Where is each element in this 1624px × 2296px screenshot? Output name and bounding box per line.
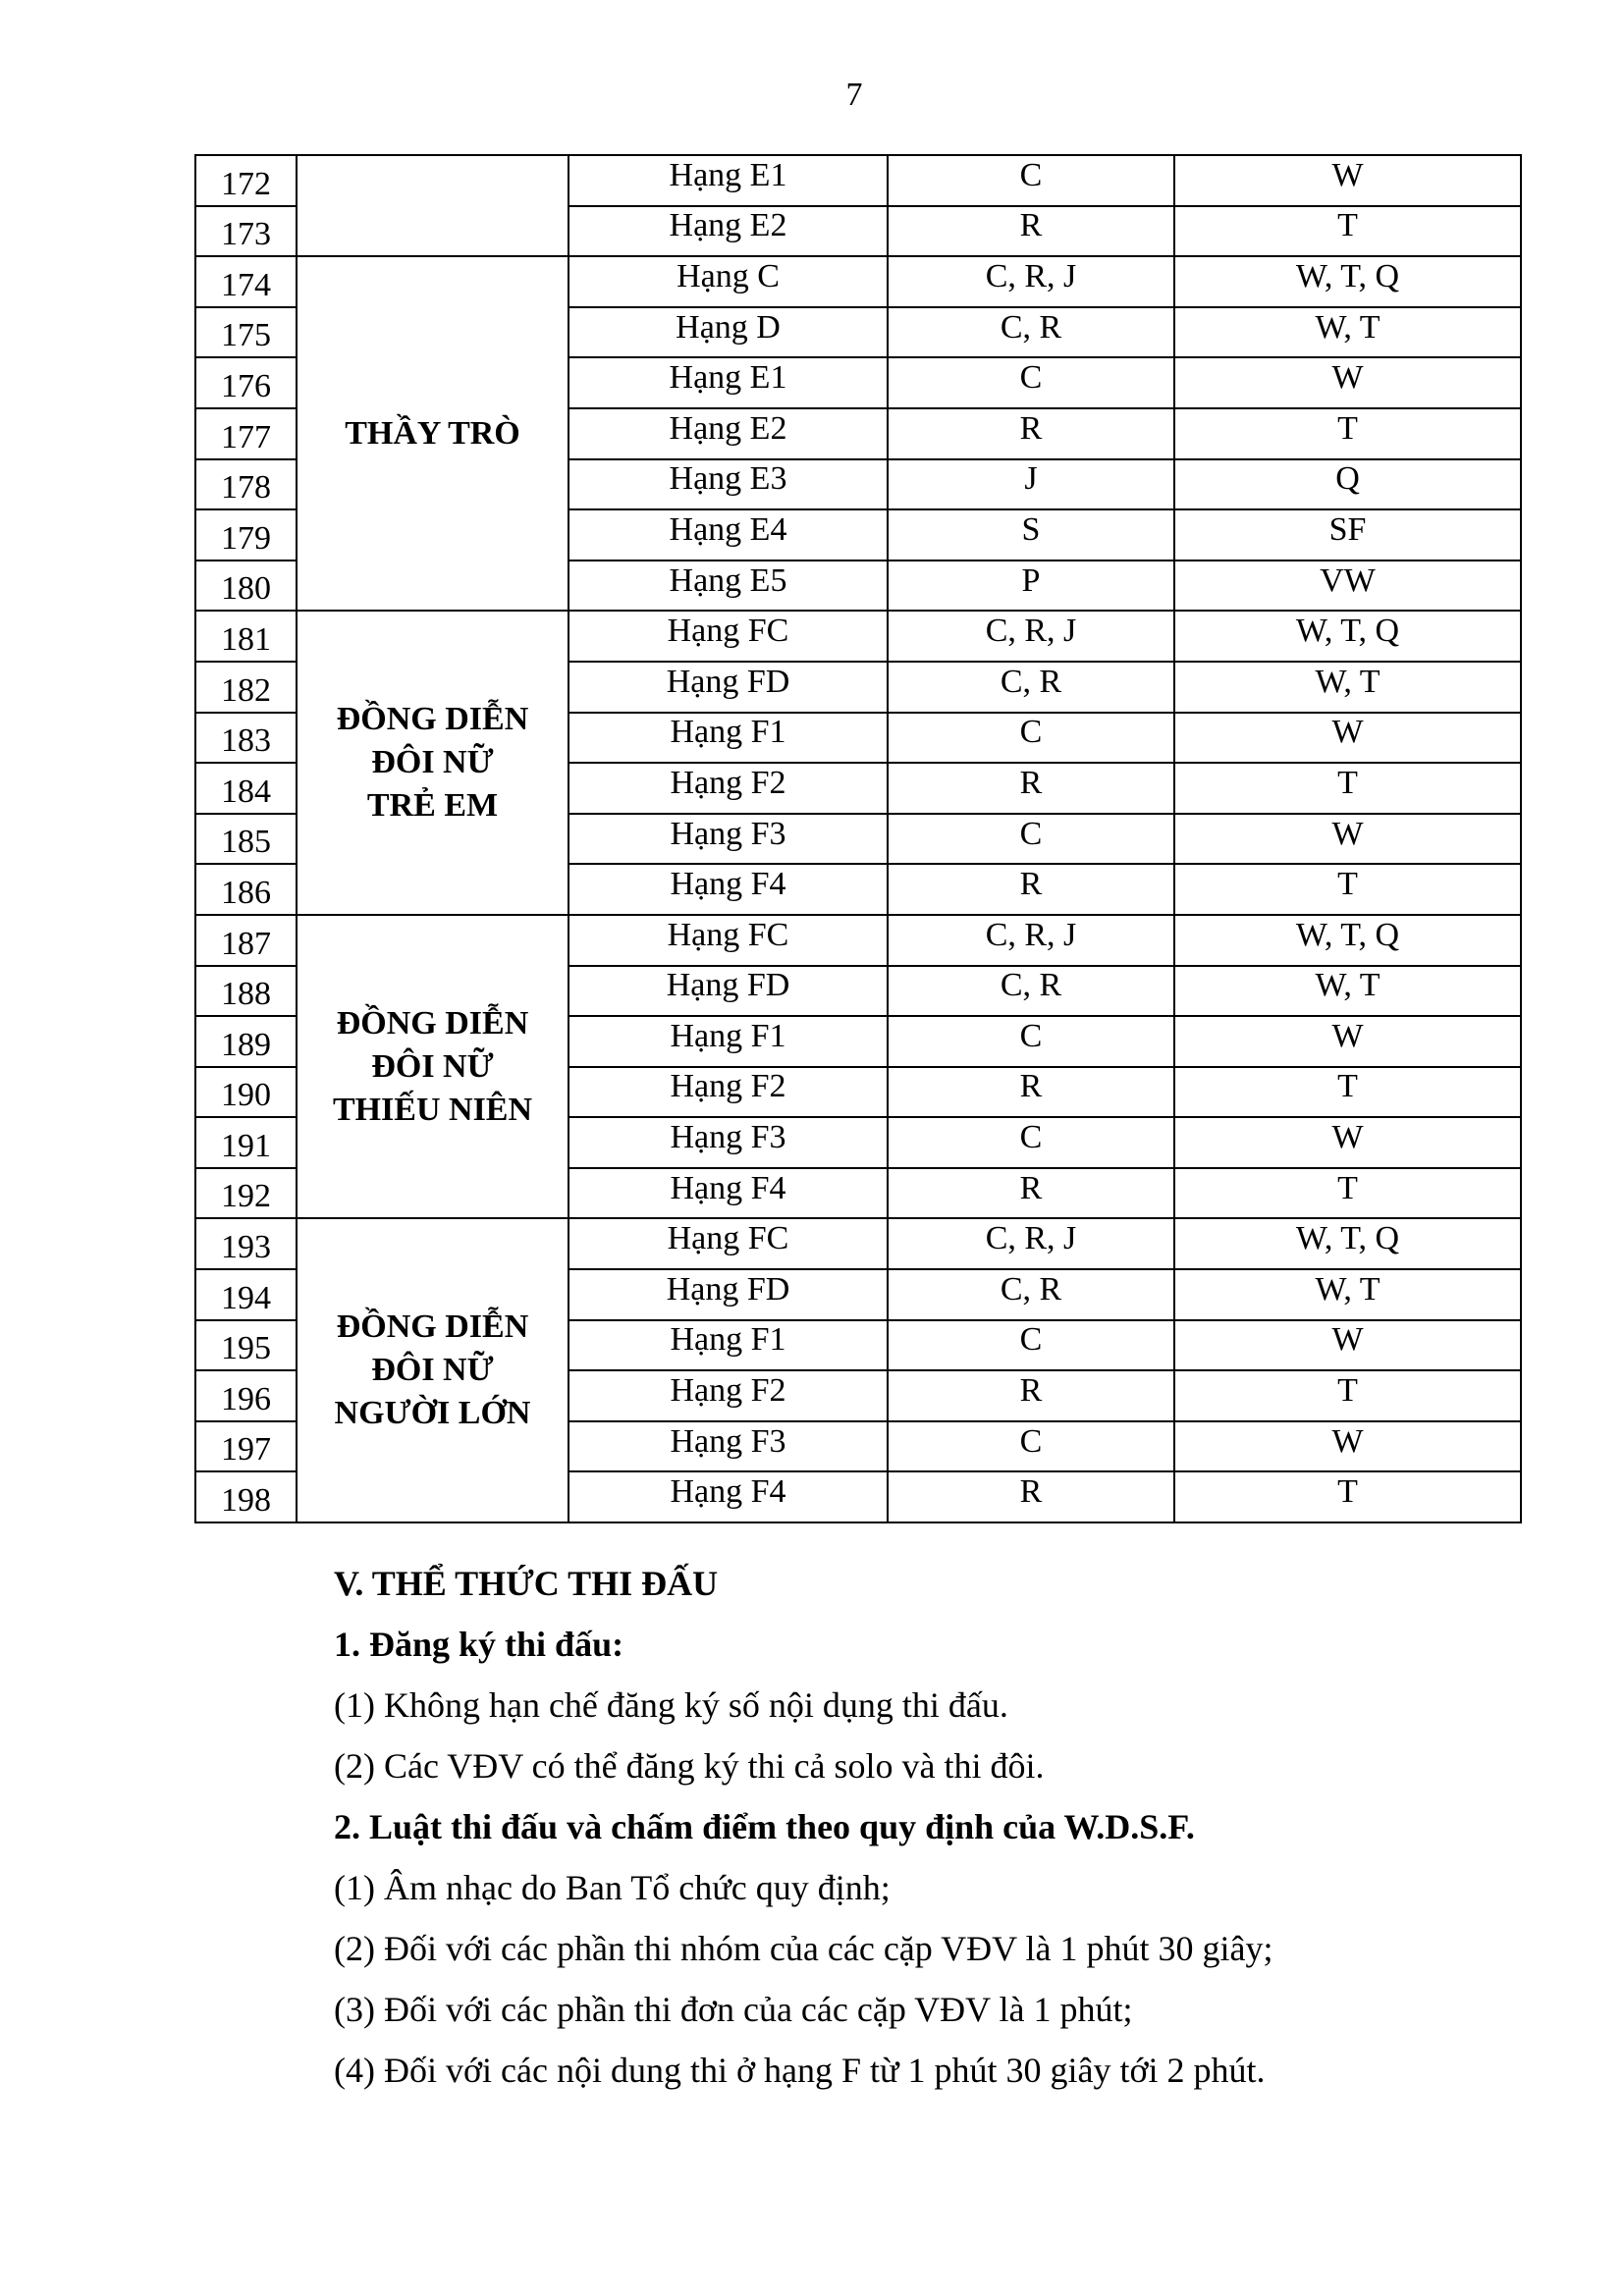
dance-type-cell: W	[1174, 713, 1521, 764]
row-number: 176	[195, 357, 297, 408]
row-number: 177	[195, 408, 297, 459]
dance-type-cell: T	[1174, 1168, 1521, 1219]
category-cell: Hạng F3	[568, 1421, 888, 1472]
category-cell: Hạng E3	[568, 459, 888, 510]
table-row	[195, 611, 1521, 662]
dance-code-cell: R	[888, 1471, 1174, 1522]
dance-code-cell: C	[888, 155, 1174, 206]
row-number: 172	[195, 155, 297, 206]
row-number: 178	[195, 459, 297, 510]
category-cell: Hạng E2	[568, 408, 888, 459]
row-number: 182	[195, 662, 297, 713]
dance-type-cell: Q	[1174, 459, 1521, 510]
competition-category-table	[194, 154, 1522, 1523]
category-cell: Hạng D	[568, 307, 888, 358]
rules-item: (1) Âm nhạc do Ban Tổ chức quy định;	[334, 1868, 891, 1907]
group-label: THẦY TRÒ	[297, 256, 568, 611]
row-number: 173	[195, 206, 297, 257]
row-number: 188	[195, 966, 297, 1017]
dance-code-cell: C, R	[888, 966, 1174, 1017]
dance-type-cell: W	[1174, 357, 1521, 408]
table-row	[195, 1218, 1521, 1269]
dance-type-cell: W	[1174, 1016, 1521, 1067]
dance-code-cell: C, R	[888, 1269, 1174, 1320]
dance-type-cell: W	[1174, 814, 1521, 865]
dance-code-cell: C	[888, 1421, 1174, 1472]
category-cell: Hạng E1	[568, 357, 888, 408]
category-cell: Hạng F3	[568, 814, 888, 865]
category-cell: Hạng FC	[568, 1218, 888, 1269]
dance-type-cell: T	[1174, 1067, 1521, 1118]
table-row	[195, 915, 1521, 966]
dance-code-cell: R	[888, 1370, 1174, 1421]
row-number: 195	[195, 1320, 297, 1371]
dance-code-cell: R	[888, 206, 1174, 257]
row-number: 194	[195, 1269, 297, 1320]
category-cell: Hạng F1	[568, 1320, 888, 1371]
dance-code-cell: R	[888, 408, 1174, 459]
dance-code-cell: C, R, J	[888, 256, 1174, 307]
dance-type-cell: W	[1174, 155, 1521, 206]
group-label	[297, 155, 568, 256]
dance-type-cell: T	[1174, 206, 1521, 257]
row-number: 184	[195, 763, 297, 814]
registration-item: (2) Các VĐV có thể đăng ký thi cả solo và thi đôi.	[334, 1746, 1045, 1786]
table-row	[195, 155, 1521, 206]
rules-item: (2) Đối với các phần thi nhóm của các cặp VĐV là 1 phút 30 giây;	[334, 1929, 1273, 1968]
category-cell: Hạng E4	[568, 509, 888, 561]
row-number: 174	[195, 256, 297, 307]
dance-code-cell: C, R	[888, 307, 1174, 358]
dance-type-cell: W, T, Q	[1174, 1218, 1521, 1269]
table-row	[195, 256, 1521, 307]
row-number: 183	[195, 713, 297, 764]
row-number: 191	[195, 1117, 297, 1168]
registration-item: (1) Không hạn chế đăng ký số nội dụng thi đấu.	[334, 1685, 1008, 1725]
category-cell: Hạng F2	[568, 763, 888, 814]
group-label: ĐỒNG DIỄN ĐÔI NỮ THIẾU NIÊN	[297, 915, 568, 1219]
rules-item: (3) Đối với các phần thi đơn của các cặp VĐV là 1 phút;	[334, 1990, 1133, 2029]
category-cell: Hạng F2	[568, 1067, 888, 1118]
subsection-heading-registration: 1. Đăng ký thi đấu:	[334, 1625, 624, 1664]
row-number: 198	[195, 1471, 297, 1522]
dance-type-cell: W, T	[1174, 1269, 1521, 1320]
row-number: 187	[195, 915, 297, 966]
category-cell: Hạng FD	[568, 966, 888, 1017]
dance-code-cell: R	[888, 1067, 1174, 1118]
row-number: 196	[195, 1370, 297, 1421]
group-label: ĐỒNG DIỄN ĐÔI NỮ NGƯỜI LỚN	[297, 1218, 568, 1522]
dance-code-cell: C	[888, 1016, 1174, 1067]
page-number: 7	[845, 77, 863, 113]
category-cell: Hạng F4	[568, 864, 888, 915]
dance-type-cell: W, T, Q	[1174, 256, 1521, 307]
row-number: 180	[195, 561, 297, 612]
subsection-heading-rules: 2. Luật thi đấu và chấm điểm theo quy định của W.D.S.F.	[334, 1807, 1195, 1846]
category-cell: Hạng E5	[568, 561, 888, 612]
dance-code-cell: C	[888, 1117, 1174, 1168]
dance-code-cell: C	[888, 357, 1174, 408]
dance-code-cell: C	[888, 713, 1174, 764]
row-number: 175	[195, 307, 297, 358]
dance-type-cell: W, T	[1174, 307, 1521, 358]
dance-code-cell: C, R, J	[888, 915, 1174, 966]
row-number: 186	[195, 864, 297, 915]
dance-type-cell: W	[1174, 1117, 1521, 1168]
dance-type-cell: W, T	[1174, 966, 1521, 1017]
category-cell: Hạng FD	[568, 662, 888, 713]
dance-code-cell: C	[888, 1320, 1174, 1371]
category-cell: Hạng F1	[568, 1016, 888, 1067]
dance-type-cell: T	[1174, 864, 1521, 915]
dance-code-cell: C	[888, 814, 1174, 865]
dance-code-cell: R	[888, 864, 1174, 915]
row-number: 190	[195, 1067, 297, 1118]
row-number: 193	[195, 1218, 297, 1269]
dance-code-cell: C, R	[888, 662, 1174, 713]
dance-code-cell: P	[888, 561, 1174, 612]
category-cell: Hạng F4	[568, 1168, 888, 1219]
dance-code-cell: S	[888, 509, 1174, 561]
category-cell: Hạng F3	[568, 1117, 888, 1168]
dance-type-cell: W	[1174, 1320, 1521, 1371]
dance-code-cell: C, R, J	[888, 1218, 1174, 1269]
rules-item: (4) Đối với các nội dung thi ở hạng F từ 1 phút 30 giây tới 2 phút.	[334, 2051, 1266, 2090]
dance-type-cell: W, T, Q	[1174, 611, 1521, 662]
row-number: 179	[195, 509, 297, 561]
row-number: 197	[195, 1421, 297, 1472]
section-heading: V. THỂ THỨC THI ĐẤU	[334, 1564, 719, 1603]
dance-type-cell: T	[1174, 408, 1521, 459]
dance-type-cell: W	[1174, 1421, 1521, 1472]
category-cell: Hạng F4	[568, 1471, 888, 1522]
dance-code-cell: J	[888, 459, 1174, 510]
dance-code-cell: C, R, J	[888, 611, 1174, 662]
category-cell: Hạng FC	[568, 611, 888, 662]
group-label: ĐỒNG DIỄN ĐÔI NỮ TRẺ EM	[297, 611, 568, 915]
category-cell: Hạng FD	[568, 1269, 888, 1320]
dance-type-cell: W, T	[1174, 662, 1521, 713]
category-cell: Hạng F1	[568, 713, 888, 764]
dance-type-cell: VW	[1174, 561, 1521, 612]
row-number: 185	[195, 814, 297, 865]
row-number: 181	[195, 611, 297, 662]
row-number: 192	[195, 1168, 297, 1219]
category-cell: Hạng E1	[568, 155, 888, 206]
dance-type-cell: W, T, Q	[1174, 915, 1521, 966]
category-cell: Hạng E2	[568, 206, 888, 257]
category-cell: Hạng C	[568, 256, 888, 307]
category-cell: Hạng FC	[568, 915, 888, 966]
competition-format-section	[334, 1553, 1512, 2101]
dance-code-cell: R	[888, 763, 1174, 814]
dance-type-cell: T	[1174, 1471, 1521, 1522]
dance-type-cell: T	[1174, 1370, 1521, 1421]
category-cell: Hạng F2	[568, 1370, 888, 1421]
row-number: 189	[195, 1016, 297, 1067]
dance-code-cell: R	[888, 1168, 1174, 1219]
dance-type-cell: T	[1174, 763, 1521, 814]
dance-type-cell: SF	[1174, 509, 1521, 561]
